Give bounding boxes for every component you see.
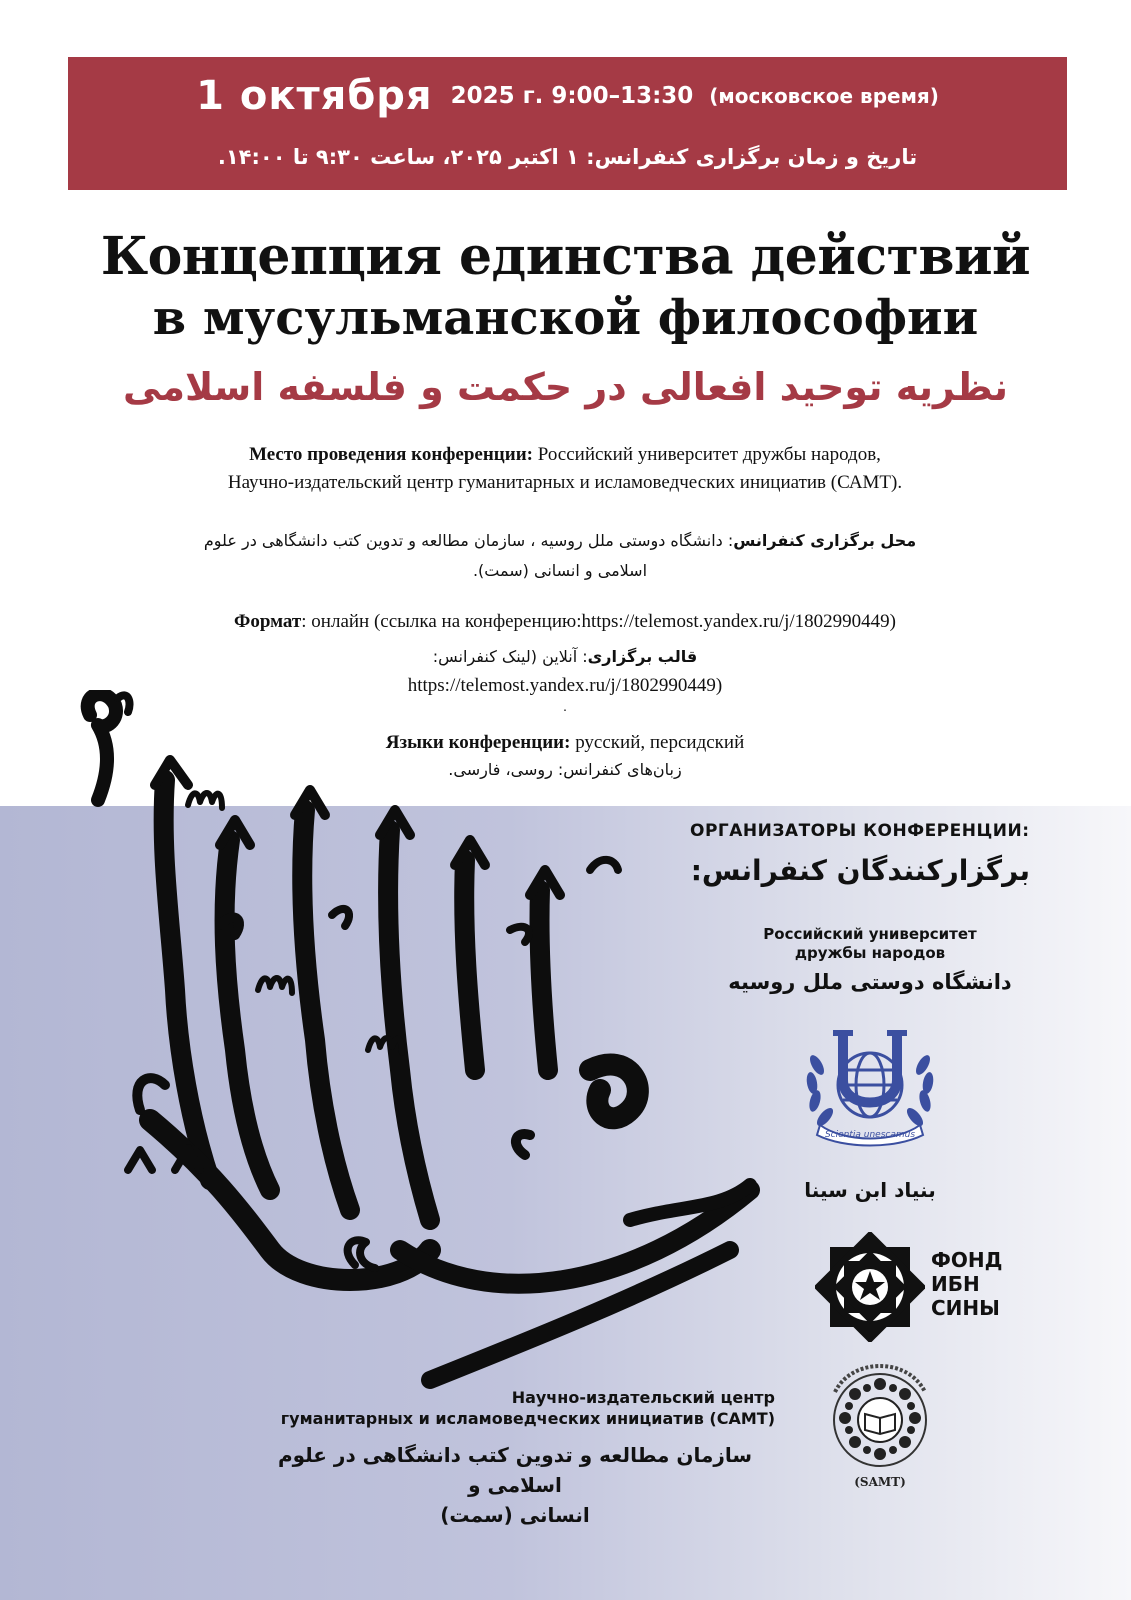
banner-date: 1 октября [196, 73, 433, 119]
samt-name-fa [250, 1440, 780, 1530]
rudn-logo [795, 1025, 945, 1150]
ibnsina-name-ru-line3: СИНЫ [931, 1296, 1000, 1320]
venue-fa-label: محل برگزاری کنفرانس [733, 531, 917, 550]
venue-ru-label: Место проведения конференции: [249, 444, 533, 465]
venue-fa-text1: : دانشگاه دوستی ملل روسیه ، سازمان مطالعه و تدوین کتب دانشگاهی در علوم [203, 531, 734, 550]
banner-time: 2025 г. 9:00–13:30 [450, 83, 694, 109]
venue-ru-text1: Российский университет дружбы народов, [532, 444, 881, 465]
arabic-calligraphy-image [70, 690, 770, 1390]
title-ru-line1: Концепция единства действий [100, 226, 1031, 287]
ibnsina-name-fa: بنیاد ابن سینا [804, 1178, 936, 1202]
organizers-fa-title: برگزارکنندگان کنفرانس: [690, 854, 1030, 887]
languages-ru-label: Языки конференции: [385, 732, 571, 753]
banner-timezone: (московское время) [709, 84, 939, 108]
rudn-logo-motto: Scientia unescamus [824, 1130, 916, 1140]
ibnsina-name-ru-line1: ФОНД [931, 1248, 1003, 1272]
rudn-name-fa: دانشگاه دوستی ملل روسیه [728, 970, 1012, 994]
format-ru-link-text[interactable]: : онлайн (ссылка на конференцию:https://telemost.yandex.ru/j/1802990449) [301, 611, 896, 632]
ibnsina-name-ru-line2: ИБН [931, 1272, 980, 1296]
format-fa-link[interactable]: https://telemost.yandex.ru/j/1802990449) [407, 675, 723, 696]
languages-fa: زبان‌های کنفرانس: روسی، فارسی. [448, 760, 682, 779]
samt-name-fa-line1: سازمان مطالعه و تدوین کتب دانشگاهی در علوم اسلامی و [277, 1443, 753, 1497]
title-fa: نظریه توحید افعالی در حکمت و فلسفه اسلامی [123, 365, 1008, 409]
format-ru [100, 608, 1030, 636]
rudn-name-ru-line2: дружбы народов [794, 944, 946, 962]
rudn-name-ru-line1: Российский университет [763, 925, 977, 943]
date-banner [68, 57, 1067, 190]
format-fa-label: قالب برگزاری [587, 647, 698, 666]
samt-name-fa-line2: انسانی (سمت) [440, 1503, 590, 1527]
banner-date-line [68, 73, 1067, 119]
samt-name-ru [235, 1387, 775, 1429]
samt-name-ru-line2: гуманитарных и исламоведческих инициатив (САМТ) [280, 1409, 775, 1428]
format-fa-text: : آنلاین (لینک کنفرانس: [432, 647, 588, 666]
venue-fa [160, 526, 960, 586]
venue-ru [130, 441, 1000, 497]
venue-fa-text2: اسلامی و انسانی (سمت). [472, 561, 648, 580]
banner-fa-line: تاریخ و زمان برگزاری کنفرانس: ۱ اکتبر ۲۰۲۵، ساعت ۹:۳۰ تا ۱۴:۰۰. [217, 145, 918, 169]
ibnsina-logo [815, 1232, 925, 1342]
languages-ru-text: русский, персидский [570, 732, 745, 753]
venue-ru-text2: Научно-издательский центр гуманитарных и исламоведческих инициатив (САМТ). [227, 472, 903, 493]
samt-logo [815, 1362, 945, 1492]
format-dot: . [563, 700, 567, 715]
samt-logo-label: (SAMT) [854, 1475, 906, 1489]
rudn-name-ru [720, 925, 1020, 963]
title-ru-line2: в мусульманской философии [152, 290, 979, 346]
organizers-ru-title: ОРГАНИЗАТОРЫ КОНФЕРЕНЦИИ: [690, 821, 1030, 841]
format-fa [130, 644, 1000, 670]
samt-name-ru-line1: Научно-издательский центр [511, 1388, 775, 1407]
format-ru-label: Формат [234, 611, 302, 632]
ibnsina-name-ru [931, 1248, 1002, 1320]
